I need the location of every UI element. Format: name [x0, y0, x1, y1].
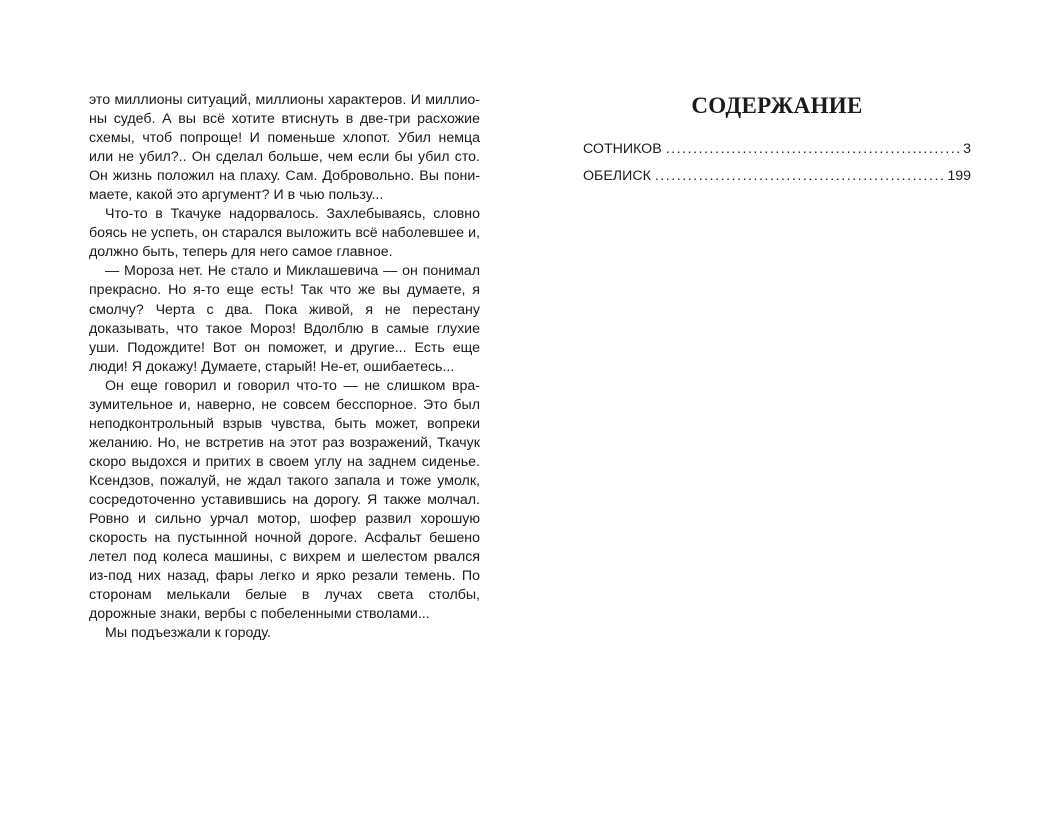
paragraph-4: Он еще говорил и говорил что-то — не слишком вразумительное и, наверно, не совсем бесспорное. Это был неподконтрольный взрыв чувства, быть может, вопреки желанию. Но, не встретив на этот раз возражений, Ткачук скоро выдохся и притих в своем углу на заднем сиденье. Ксендзов, пожалуй, не ждал такого запала и тоже умолк, сосредоточенно уставившись на дорогу. Я также молчал. Ровно и сильно урчал мотор, шофер развил хорошую скорость на пустынной ночной дороге. Асфальт бешено летел под колеса машины, с вихрем и шелестом рвался из-под них назад, фары легко и ярко резали темень. По сторонам мелькали белые в лучах света столбы, дорожные знаки, вербы с побеленными стволами... — [89, 377, 480, 623]
paragraph-3: — Мороза нет. Не стало и Миклашевича — он понимал прекрасно. Но я-то еще есть! Так что же вы думаете, я смолчу? Черта с два. Пока живой, я не перестану доказывать, что такое Мороз! Вдолблю в самые глухие уши. Подождите! Вот он поможет, и другие... Есть еще люди! Я докажу! Думаете, старый! Не-ет, ошибаетесь... — [89, 263, 480, 375]
right-page — [583, 88, 971, 194]
paragraph-1: это миллионы ситуаций, миллионы характеров. И миллионы судеб. А вы всё хотите втиснуть в две-три расхожие схемы, чтоб попроще! И поменьше хлопот. Убил немца или не убил?.. Он сделал больше, чем если бы убил сто. Он жизнь положил на плаху. Сам. Добровольно. Вы понимаете, какой это аргумент? И в чью пользу... — [89, 92, 480, 204]
toc-title: СОДЕРЖАНИЕ — [691, 93, 863, 118]
toc-entry-sotnikov[interactable] — [583, 140, 971, 167]
toc-entry-label: СОТНИКОВ — [583, 141, 662, 157]
paragraph-5: Мы подъезжали к городу. — [105, 625, 271, 642]
toc-entry-label: ОБЕЛИСК — [583, 168, 651, 184]
toc-leader-dots — [655, 167, 944, 186]
toc-list — [583, 140, 971, 194]
toc-entry-obelisk[interactable] — [583, 167, 971, 194]
left-page — [89, 91, 480, 643]
toc-entry-page: 3 — [963, 141, 971, 157]
toc-leader-dots — [666, 140, 959, 159]
paragraph-2: Что-то в Ткачуке надорвалось. Захлебываясь, словно боясь не успеть, он старался выложить всё наболевшее и, должно быть, теперь для него самое главное. — [89, 206, 480, 261]
toc-entry-page: 199 — [947, 168, 971, 184]
